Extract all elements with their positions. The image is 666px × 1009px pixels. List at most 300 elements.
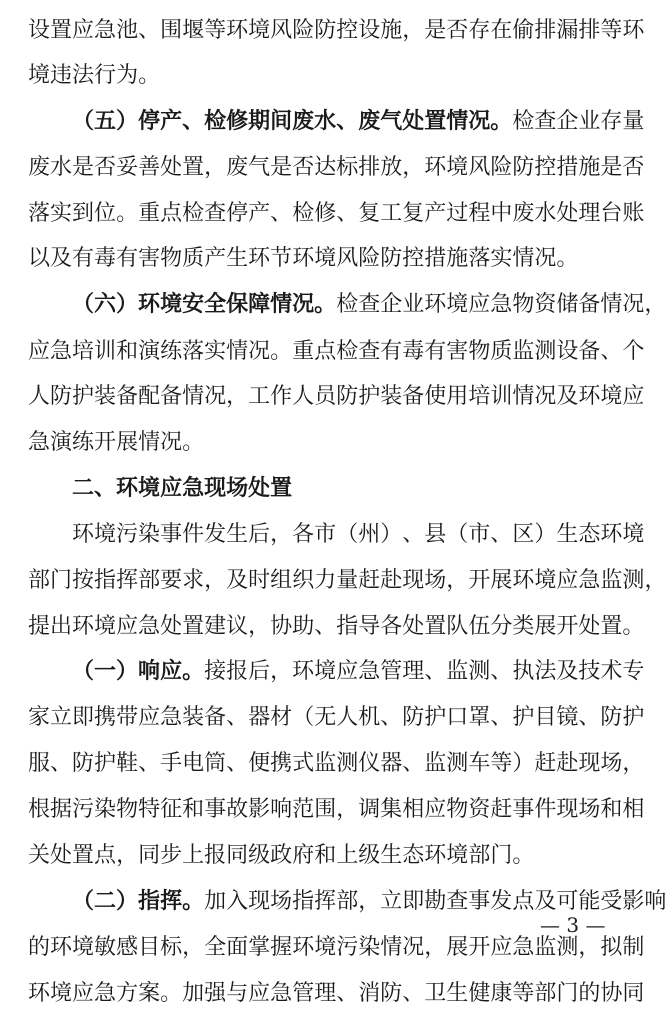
text-char: 监 <box>424 751 447 776</box>
text-char: 行 <box>94 63 117 88</box>
text-char: 测 <box>336 751 359 776</box>
text-char: 查 <box>446 889 469 914</box>
text-char: 、 <box>226 705 249 730</box>
text-char: 等 <box>204 18 227 43</box>
text-char: 情 <box>138 430 161 455</box>
text-char: 展 <box>534 614 557 639</box>
text-char: 境 <box>314 246 337 271</box>
text-char: 、 <box>490 522 513 547</box>
text-char: 境 <box>248 18 271 43</box>
text-char: 部 <box>28 568 51 593</box>
text-char: 应 <box>556 568 579 593</box>
text-char: 急 <box>160 705 183 730</box>
text-char: 查 <box>358 292 381 317</box>
text-char: 部 <box>534 981 557 1006</box>
text-char: 防 <box>336 384 359 409</box>
text-char: 及 <box>226 568 249 593</box>
text-char: 、 <box>314 614 337 639</box>
text-char: 质 <box>490 339 513 364</box>
text-char: 标 <box>336 155 359 180</box>
text-char: 害 <box>446 339 469 364</box>
text-char: 急 <box>94 18 117 43</box>
bold-run-char: 应 <box>160 476 183 501</box>
text-char: 中 <box>490 201 513 226</box>
text-char: （ <box>336 522 359 547</box>
text-char: 资 <box>468 797 491 822</box>
text-char: 情 <box>226 339 249 364</box>
text-char: 理 <box>314 981 337 1006</box>
text-char: 法 <box>534 659 557 684</box>
text-char: 物 <box>512 292 535 317</box>
text-char: 装 <box>94 384 117 409</box>
text-char: 污 <box>116 522 139 547</box>
text-char: 政 <box>270 843 293 868</box>
text-char: 管 <box>292 981 315 1006</box>
bold-run-char: 期 <box>248 109 271 134</box>
text-char: 急 <box>28 430 51 455</box>
text-char: 。 <box>270 339 293 364</box>
text-char: 复 <box>402 201 425 226</box>
text-char: 水 <box>534 201 557 226</box>
text-line <box>28 199 645 229</box>
text-char: 调 <box>358 797 381 822</box>
text-char: 罩 <box>468 705 491 730</box>
text-char: （ <box>292 705 315 730</box>
text-char: 环 <box>292 246 315 271</box>
text-char: 等 <box>600 18 623 43</box>
text-char: 演 <box>50 430 73 455</box>
text-char: 感 <box>116 935 139 960</box>
text-char: 、 <box>578 705 601 730</box>
text-char: 全 <box>204 935 227 960</box>
text-char: 无 <box>314 705 337 730</box>
text-char: 排 <box>534 18 557 43</box>
text-char: 类 <box>512 614 535 639</box>
text-char: 情 <box>182 384 205 409</box>
text-char: 实 <box>490 246 513 271</box>
bold-run-char: 全 <box>204 292 227 317</box>
text-char: 测 <box>446 751 469 776</box>
bold-run-char: 六 <box>94 292 117 317</box>
bold-run-char: 。 <box>314 292 337 317</box>
text-char: 程 <box>468 201 491 226</box>
bold-run-char: ） <box>116 659 139 684</box>
text-char: 。 <box>622 614 645 639</box>
text-char: 相 <box>622 797 645 822</box>
text-char: 应 <box>72 18 95 43</box>
text-char: 污 <box>72 797 95 822</box>
text-char: 门 <box>490 843 513 868</box>
text-char: 存 <box>600 109 623 134</box>
text-char: 复 <box>358 201 381 226</box>
text-char: 处 <box>50 843 73 868</box>
text-char: 导 <box>358 614 381 639</box>
text-char: 产 <box>204 246 227 271</box>
text-char: 影 <box>248 797 271 822</box>
bold-run-char: 废 <box>292 109 315 134</box>
text-char: 演 <box>138 339 161 364</box>
text-char: 强 <box>204 981 227 1006</box>
bold-run-char: 二 <box>94 889 117 914</box>
text-char: 量 <box>336 568 359 593</box>
text-char: 害 <box>138 246 161 271</box>
text-line <box>28 61 640 91</box>
text-char: 握 <box>270 935 293 960</box>
text-char: 备 <box>116 384 139 409</box>
bold-run-char: 安 <box>182 292 205 317</box>
text-char: 有 <box>380 339 403 364</box>
text-char: 查 <box>204 201 227 226</box>
text-char: 节 <box>270 246 293 271</box>
text-char: 水 <box>50 155 73 180</box>
text-char: 环 <box>600 522 623 547</box>
text-char: 协 <box>600 981 623 1006</box>
text-char: 康 <box>490 981 513 1006</box>
text-char: 染 <box>358 935 381 960</box>
bold-run-char: 。 <box>182 889 205 914</box>
text-char: 量 <box>622 109 645 134</box>
text-char: 护 <box>512 705 535 730</box>
text-char: 挥 <box>314 889 337 914</box>
text-char: 等 <box>490 751 513 776</box>
text-char: 管 <box>380 659 403 684</box>
text-char: 应 <box>28 339 51 364</box>
text-char: 业 <box>578 109 601 134</box>
text-char: 监 <box>446 659 469 684</box>
text-char: 到 <box>72 201 95 226</box>
text-line <box>28 841 640 871</box>
text-char: 练 <box>72 430 95 455</box>
text-char: 电 <box>182 751 205 776</box>
text-char: 现 <box>556 797 579 822</box>
text-char: 物 <box>160 246 183 271</box>
text-char: 关 <box>28 843 51 868</box>
bold-run-char: 停 <box>138 109 161 134</box>
text-char: 市 <box>314 522 337 547</box>
text-char: 根 <box>28 797 51 822</box>
text-char: 使 <box>424 384 447 409</box>
text-char: 事 <box>160 522 183 547</box>
text-char: 生 <box>226 522 249 547</box>
text-char: 重 <box>138 201 161 226</box>
text-char: 况 <box>248 339 271 364</box>
text-line <box>28 612 645 642</box>
text-char: 备 <box>402 384 425 409</box>
text-char: 开 <box>468 568 491 593</box>
text-char: 防 <box>512 155 535 180</box>
text-char: 境 <box>534 568 557 593</box>
text-char: 工 <box>380 201 403 226</box>
text-char: ， <box>424 935 447 960</box>
text-char: 事 <box>204 797 227 822</box>
text-char: 的 <box>28 935 51 960</box>
text-char: 测 <box>556 935 579 960</box>
text-char: 及 <box>556 384 579 409</box>
text-char: 术 <box>600 659 623 684</box>
text-char: 境 <box>314 935 337 960</box>
text-char: 控 <box>336 18 359 43</box>
text-char: 护 <box>358 384 381 409</box>
text-line <box>28 749 645 779</box>
bold-run-char: 气 <box>380 109 403 134</box>
text-char: 环 <box>50 935 73 960</box>
text-char: 等 <box>512 981 535 1006</box>
text-char: 态 <box>578 522 601 547</box>
text-char: 队 <box>446 614 469 639</box>
text-char: 落 <box>468 246 491 271</box>
text-char: 急 <box>138 614 161 639</box>
text-char: 口 <box>446 705 469 730</box>
text-char: ， <box>182 935 205 960</box>
text-char: 点 <box>94 843 117 868</box>
text-char: 方 <box>116 981 139 1006</box>
text-char: 用 <box>446 384 469 409</box>
text-char: 况 <box>402 935 425 960</box>
bold-run-char: 置 <box>424 109 447 134</box>
text-char: 场 <box>578 797 601 822</box>
text-char: 指 <box>336 614 359 639</box>
text-char: 生 <box>446 981 469 1006</box>
text-char: 协 <box>270 614 293 639</box>
text-char: 报 <box>226 659 249 684</box>
text-char: 筒 <box>204 751 227 776</box>
text-char: ， <box>644 568 666 593</box>
bold-run-char: 障 <box>248 292 271 317</box>
bold-run-char: （ <box>72 292 95 317</box>
text-char: 携 <box>270 751 293 776</box>
text-char: 态 <box>402 843 425 868</box>
bold-run-char: 现 <box>204 476 227 501</box>
text-char: 展 <box>116 430 139 455</box>
text-char: ， <box>204 155 227 180</box>
text-char: 专 <box>622 659 645 684</box>
text-char: 能 <box>578 889 601 914</box>
text-char: ， <box>270 522 293 547</box>
text-char: ， <box>358 889 381 914</box>
text-char: 有 <box>72 246 95 271</box>
text-char: 材 <box>270 705 293 730</box>
text-char: 急 <box>490 292 513 317</box>
text-char: 应 <box>138 705 161 730</box>
text-line <box>28 657 645 687</box>
text-char: 技 <box>578 659 601 684</box>
text-char: 环 <box>622 18 645 43</box>
text-line <box>28 382 645 412</box>
text-char: 是 <box>270 155 293 180</box>
bold-run-char: 响 <box>138 659 161 684</box>
text-char: 助 <box>292 614 315 639</box>
text-char: 敏 <box>94 935 117 960</box>
text-char: 个 <box>622 339 645 364</box>
text-char: 案 <box>138 981 161 1006</box>
text-char: 挥 <box>116 568 139 593</box>
text-char: 储 <box>556 292 579 317</box>
text-char: 况 <box>204 384 227 409</box>
bold-run-char: 一 <box>94 659 117 684</box>
text-char: 及 <box>556 659 579 684</box>
text-char: 生 <box>556 522 579 547</box>
text-char: 实 <box>50 201 73 226</box>
bold-run-char: 环 <box>138 292 161 317</box>
text-char: 鞋 <box>116 751 139 776</box>
text-char: 置 <box>50 18 73 43</box>
bold-run-char: ） <box>116 292 139 317</box>
text-char: 上 <box>182 843 205 868</box>
text-char: 即 <box>402 889 425 914</box>
text-char: 护 <box>622 705 645 730</box>
text-char: 及 <box>50 246 73 271</box>
text-char: 应 <box>490 935 513 960</box>
text-char: 情 <box>512 246 535 271</box>
text-char: 和 <box>314 843 337 868</box>
text-char: 环 <box>248 246 271 271</box>
text-char: 境 <box>94 522 117 547</box>
text-char: 环 <box>72 522 95 547</box>
text-char: ， <box>446 568 469 593</box>
text-char: 环 <box>424 155 447 180</box>
text-char: 卫 <box>424 981 447 1006</box>
text-char: 施 <box>578 155 601 180</box>
text-char: 加 <box>204 889 227 914</box>
text-char: ， <box>226 384 249 409</box>
text-char: 否 <box>94 155 117 180</box>
text-char: ， <box>248 614 271 639</box>
text-char: ， <box>402 18 425 43</box>
text-char: ， <box>402 155 425 180</box>
text-char: 家 <box>28 705 51 730</box>
text-char: 器 <box>380 751 403 776</box>
text-char: 置 <box>424 614 447 639</box>
text-char: 停 <box>226 201 249 226</box>
text-char: 风 <box>468 155 491 180</box>
text-char: 控 <box>534 155 557 180</box>
text-char: 境 <box>72 935 95 960</box>
text-line <box>28 795 645 825</box>
bold-run-char: 产 <box>160 109 183 134</box>
text-char: 各 <box>292 522 315 547</box>
text-char: 毒 <box>94 246 117 271</box>
text-char: 后 <box>248 659 271 684</box>
text-char: 排 <box>578 18 601 43</box>
text-char: 境 <box>94 614 117 639</box>
text-char: 点 <box>512 889 535 914</box>
text-char: 集 <box>380 797 403 822</box>
text-line <box>28 337 645 367</box>
text-char: 、 <box>490 659 513 684</box>
text-char: 按 <box>72 568 95 593</box>
text-char: 同 <box>226 843 249 868</box>
text-char: 人 <box>336 705 359 730</box>
text-char: 污 <box>336 935 359 960</box>
text-char: 急 <box>50 339 73 364</box>
text-char: 、 <box>424 659 447 684</box>
bold-run-char: 情 <box>446 109 469 134</box>
text-char: 和 <box>600 797 623 822</box>
text-char: 测 <box>534 339 557 364</box>
text-char: 监 <box>534 935 557 960</box>
text-char: 应 <box>116 614 139 639</box>
text-char: 境 <box>446 155 469 180</box>
text-char: 应 <box>72 981 95 1006</box>
text-char: 手 <box>160 751 183 776</box>
text-char: 门 <box>556 981 579 1006</box>
text-char: 展 <box>490 568 513 593</box>
text-line <box>28 16 645 46</box>
text-char: 为 <box>116 63 139 88</box>
text-char: 州 <box>358 522 381 547</box>
text-char: 查 <box>534 109 557 134</box>
text-char: 生 <box>380 843 403 868</box>
text-char: 重 <box>292 339 315 364</box>
text-char: 防 <box>402 705 425 730</box>
text-char: 急 <box>270 981 293 1006</box>
text-char: 备 <box>204 705 227 730</box>
text-char: 指 <box>94 568 117 593</box>
text-line <box>28 520 645 550</box>
text-char: 相 <box>402 797 425 822</box>
text-char: 赶 <box>358 568 381 593</box>
text-char: 处 <box>402 614 425 639</box>
text-char: 设 <box>28 18 51 43</box>
text-char: 环 <box>424 843 447 868</box>
text-char: 急 <box>94 981 117 1006</box>
text-char: 措 <box>424 246 447 271</box>
text-char: 防 <box>600 705 623 730</box>
text-char: 和 <box>182 797 205 822</box>
text-char: 要 <box>160 568 183 593</box>
text-char: ， <box>336 797 359 822</box>
text-char: 应 <box>248 981 271 1006</box>
text-char: 施 <box>446 246 469 271</box>
text-char: 险 <box>292 18 315 43</box>
text-char: 况 <box>534 246 557 271</box>
text-char: 时 <box>248 568 271 593</box>
bold-run-char: （ <box>72 109 95 134</box>
text-char: 响 <box>644 889 666 914</box>
text-char: 应 <box>424 797 447 822</box>
text-char: 测 <box>622 568 645 593</box>
text-line <box>28 290 666 320</box>
text-char: 力 <box>314 568 337 593</box>
text-char: 出 <box>50 614 73 639</box>
text-char: 训 <box>94 339 117 364</box>
text-char: 监 <box>600 568 623 593</box>
text-char: 处 <box>578 614 601 639</box>
text-char: 落 <box>28 201 51 226</box>
text-char: 赶 <box>490 797 513 822</box>
text-char: 防 <box>72 751 95 776</box>
text-char: 、 <box>50 751 73 776</box>
text-char: 护 <box>94 751 117 776</box>
text-char: 区 <box>512 522 535 547</box>
text-char: 理 <box>578 201 601 226</box>
text-char: 件 <box>534 797 557 822</box>
text-char: 风 <box>270 18 293 43</box>
bold-run-char: 二 <box>72 476 95 501</box>
bold-run-char: 处 <box>402 109 425 134</box>
text-char: 围 <box>160 18 183 43</box>
text-char: 是 <box>424 18 447 43</box>
text-char: 培 <box>468 384 491 409</box>
bold-run-char: 况 <box>292 292 315 317</box>
text-char: 险 <box>490 155 513 180</box>
bold-run-char: 水 <box>314 109 337 134</box>
text-char: ， <box>578 935 601 960</box>
text-char: 应 <box>468 292 491 317</box>
text-char: 理 <box>402 659 425 684</box>
text-char: 否 <box>292 155 315 180</box>
text-char: 、 <box>226 751 249 776</box>
